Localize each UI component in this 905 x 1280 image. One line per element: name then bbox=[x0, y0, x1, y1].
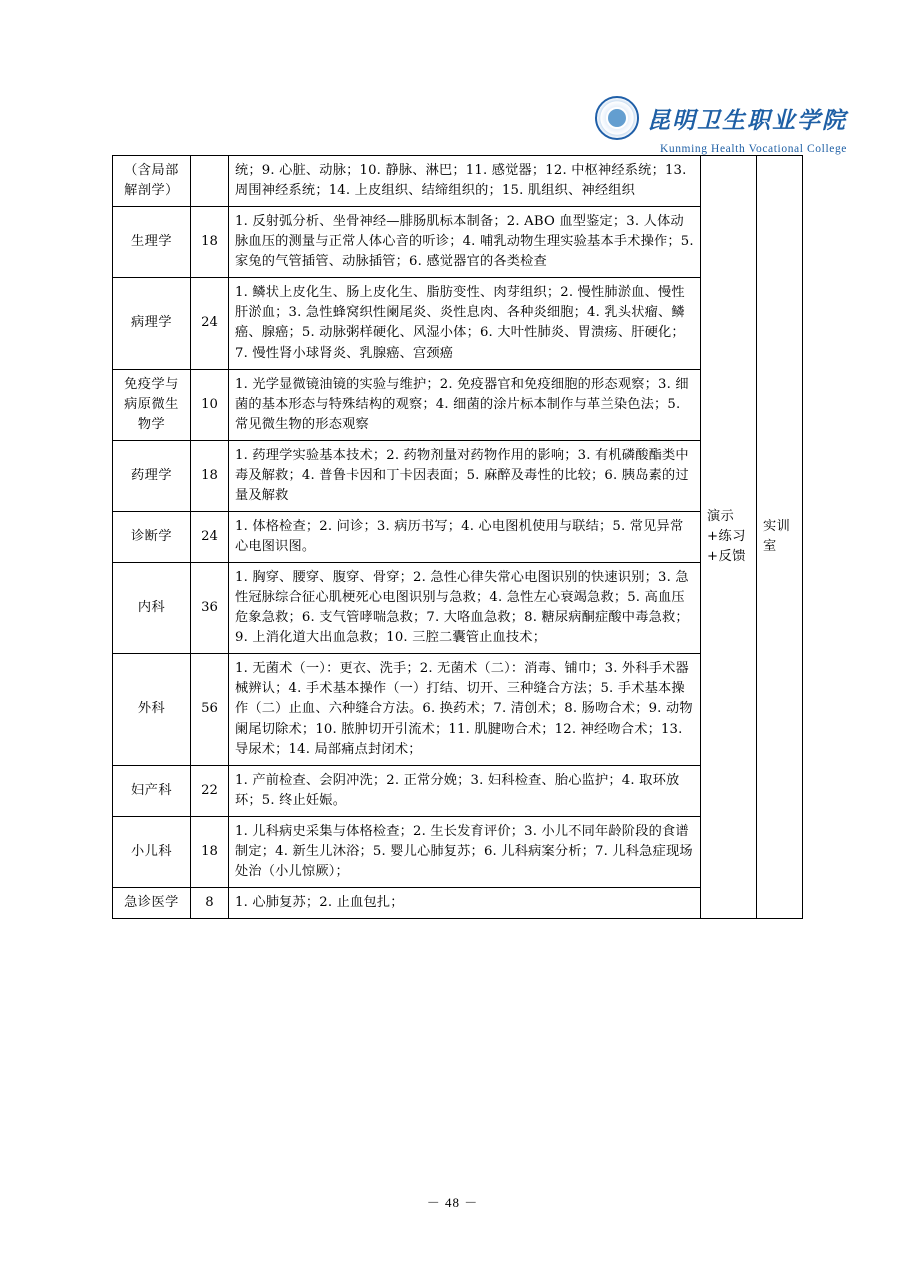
cell-course-content: 1. 鳞状上皮化生、肠上皮化生、脂肪变性、肉芽组织；2. 慢性肺淤血、慢性肝淤血；3. 急性蜂窝织性阑尾炎、炎性息肉、各种炎细胞；4. 乳头状瘤、鳞癌、腺癌；5. 动脉粥样硬化、风湿小体；6. 大叶性肺炎、胃溃疡、肝硬化；7. 慢性肾小球肾炎、乳腺癌、宫颈癌 bbox=[229, 278, 701, 369]
college-logo bbox=[595, 96, 847, 155]
cell-course-content: 1. 药理学实验基本技术；2. 药物剂量对药物作用的影响；3. 有机磷酸酯类中毒及解救；4. 普鲁卡因和丁卡因表面；5. 麻醉及毒性的比较；6. 胰岛素的过量及解救 bbox=[229, 440, 701, 511]
cell-course-name: （含局部解剖学） bbox=[113, 156, 191, 207]
cell-course-name: 小儿科 bbox=[113, 816, 191, 887]
table-row bbox=[113, 887, 803, 918]
cell-course-name: 内科 bbox=[113, 563, 191, 654]
cell-teaching-place: 实训室 bbox=[757, 156, 803, 919]
cell-course-content: 1. 儿科病史采集与体格检查；2. 生长发育评价；3. 小儿不同年龄阶段的食谱制定；4. 新生儿沐浴；5. 婴儿心肺复苏；6. 儿科病案分析；7. 儿科急症现场处治（小儿惊厥）； bbox=[229, 816, 701, 887]
cell-course-content: 1. 光学显微镜油镜的实验与维护；2. 免疫器官和免疫细胞的形态观察；3. 细菌的基本形态与特殊结构的观察；4. 细菌的涂片标本制作与革兰染色法；5. 常见微生物的形态观察 bbox=[229, 369, 701, 440]
table-row bbox=[113, 156, 803, 207]
logo-chinese-name: 昆明卫生职业学院 bbox=[647, 106, 847, 134]
cell-course-hours: 18 bbox=[191, 440, 229, 511]
table-row bbox=[113, 654, 803, 765]
cell-course-content: 1. 无菌术（一）：更衣、洗手；2. 无菌术（二）：消毒、铺巾；3. 外科手术器械辨认；4. 手术基本操作（一）打结、切开、三种缝合方法；5. 手术基本操作（二）止血、六种缝合方法。6. 换药术；7. 清创术；8. 肠吻合术；9. 动物阑尾切除术；10. 脓肿切开引流术；11. 肌腱吻合术；12. 神经吻合术；13. 导尿术；14. 局部痛点封闭术； bbox=[229, 654, 701, 765]
cell-course-hours: 56 bbox=[191, 654, 229, 765]
cell-course-name: 外科 bbox=[113, 654, 191, 765]
table-row bbox=[113, 816, 803, 887]
cell-course-hours: 22 bbox=[191, 765, 229, 816]
logo-row bbox=[595, 96, 847, 140]
table-row bbox=[113, 440, 803, 511]
table-row bbox=[113, 369, 803, 440]
cell-course-hours: 24 bbox=[191, 278, 229, 369]
table-row bbox=[113, 278, 803, 369]
cell-course-hours bbox=[191, 156, 229, 207]
course-table-wrapper bbox=[112, 155, 802, 919]
cell-course-name: 免疫学与病原微生物学 bbox=[113, 369, 191, 440]
table-row bbox=[113, 765, 803, 816]
table-row bbox=[113, 563, 803, 654]
cell-teaching-method: 演示+练习+反馈 bbox=[701, 156, 757, 919]
cell-course-name: 生理学 bbox=[113, 207, 191, 278]
cell-course-content: 1. 反射弧分析、坐骨神经—腓肠肌标本制备；2. ABO 血型鉴定；3. 人体动脉血压的测量与正常人体心音的听诊；4. 哺乳动物生理实验基本手术操作；5. 家兔的气管插管、动脉插管；6. 感觉器官的各类检查 bbox=[229, 207, 701, 278]
cell-course-name: 药理学 bbox=[113, 440, 191, 511]
cell-course-hours: 8 bbox=[191, 887, 229, 918]
table-row bbox=[113, 207, 803, 278]
page-footer bbox=[0, 1192, 905, 1211]
cell-course-hours: 18 bbox=[191, 207, 229, 278]
cell-course-name: 诊断学 bbox=[113, 511, 191, 562]
cell-course-hours: 36 bbox=[191, 563, 229, 654]
page-number: － 48 － bbox=[426, 1195, 479, 1210]
cell-course-content: 1. 产前检查、会阴冲洗；2. 正常分娩；3. 妇科检查、胎心监护；4. 取环放环；5. 终止妊娠。 bbox=[229, 765, 701, 816]
table-row bbox=[113, 511, 803, 562]
cell-course-name: 急诊医学 bbox=[113, 887, 191, 918]
cell-course-content: 1. 体格检查；2. 问诊；3. 病历书写；4. 心电图机使用与联结；5. 常见异常心电图识图。 bbox=[229, 511, 701, 562]
cell-course-content: 1. 胸穿、腰穿、腹穿、骨穿；2. 急性心律失常心电图识别的快速识别；3. 急性冠脉综合征心肌梗死心电图识别与急救；4. 急性左心衰竭急救；5. 高血压危象急救；6. 支气管哮喘急救；7. 大咯血急救；8. 糖尿病酮症酸中毒急救；9. 上消化道大出血急救；10. 三腔二囊管止血技术； bbox=[229, 563, 701, 654]
college-seal-icon bbox=[595, 96, 639, 140]
cell-course-hours: 24 bbox=[191, 511, 229, 562]
cell-course-content: 统；9. 心脏、动脉；10. 静脉、淋巴；11. 感觉器；12. 中枢神经系统；13. 周围神经系统；14. 上皮组织、结缔组织的；15. 肌组织、神经组织 bbox=[229, 156, 701, 207]
cell-course-hours: 18 bbox=[191, 816, 229, 887]
logo-english-name: Kunming Health Vocational College bbox=[659, 143, 847, 155]
cell-course-name: 病理学 bbox=[113, 278, 191, 369]
cell-course-hours: 10 bbox=[191, 369, 229, 440]
cell-course-content: 1. 心肺复苏；2. 止血包扎； bbox=[229, 887, 701, 918]
course-practicum-table bbox=[112, 155, 803, 919]
cell-course-name: 妇产科 bbox=[113, 765, 191, 816]
